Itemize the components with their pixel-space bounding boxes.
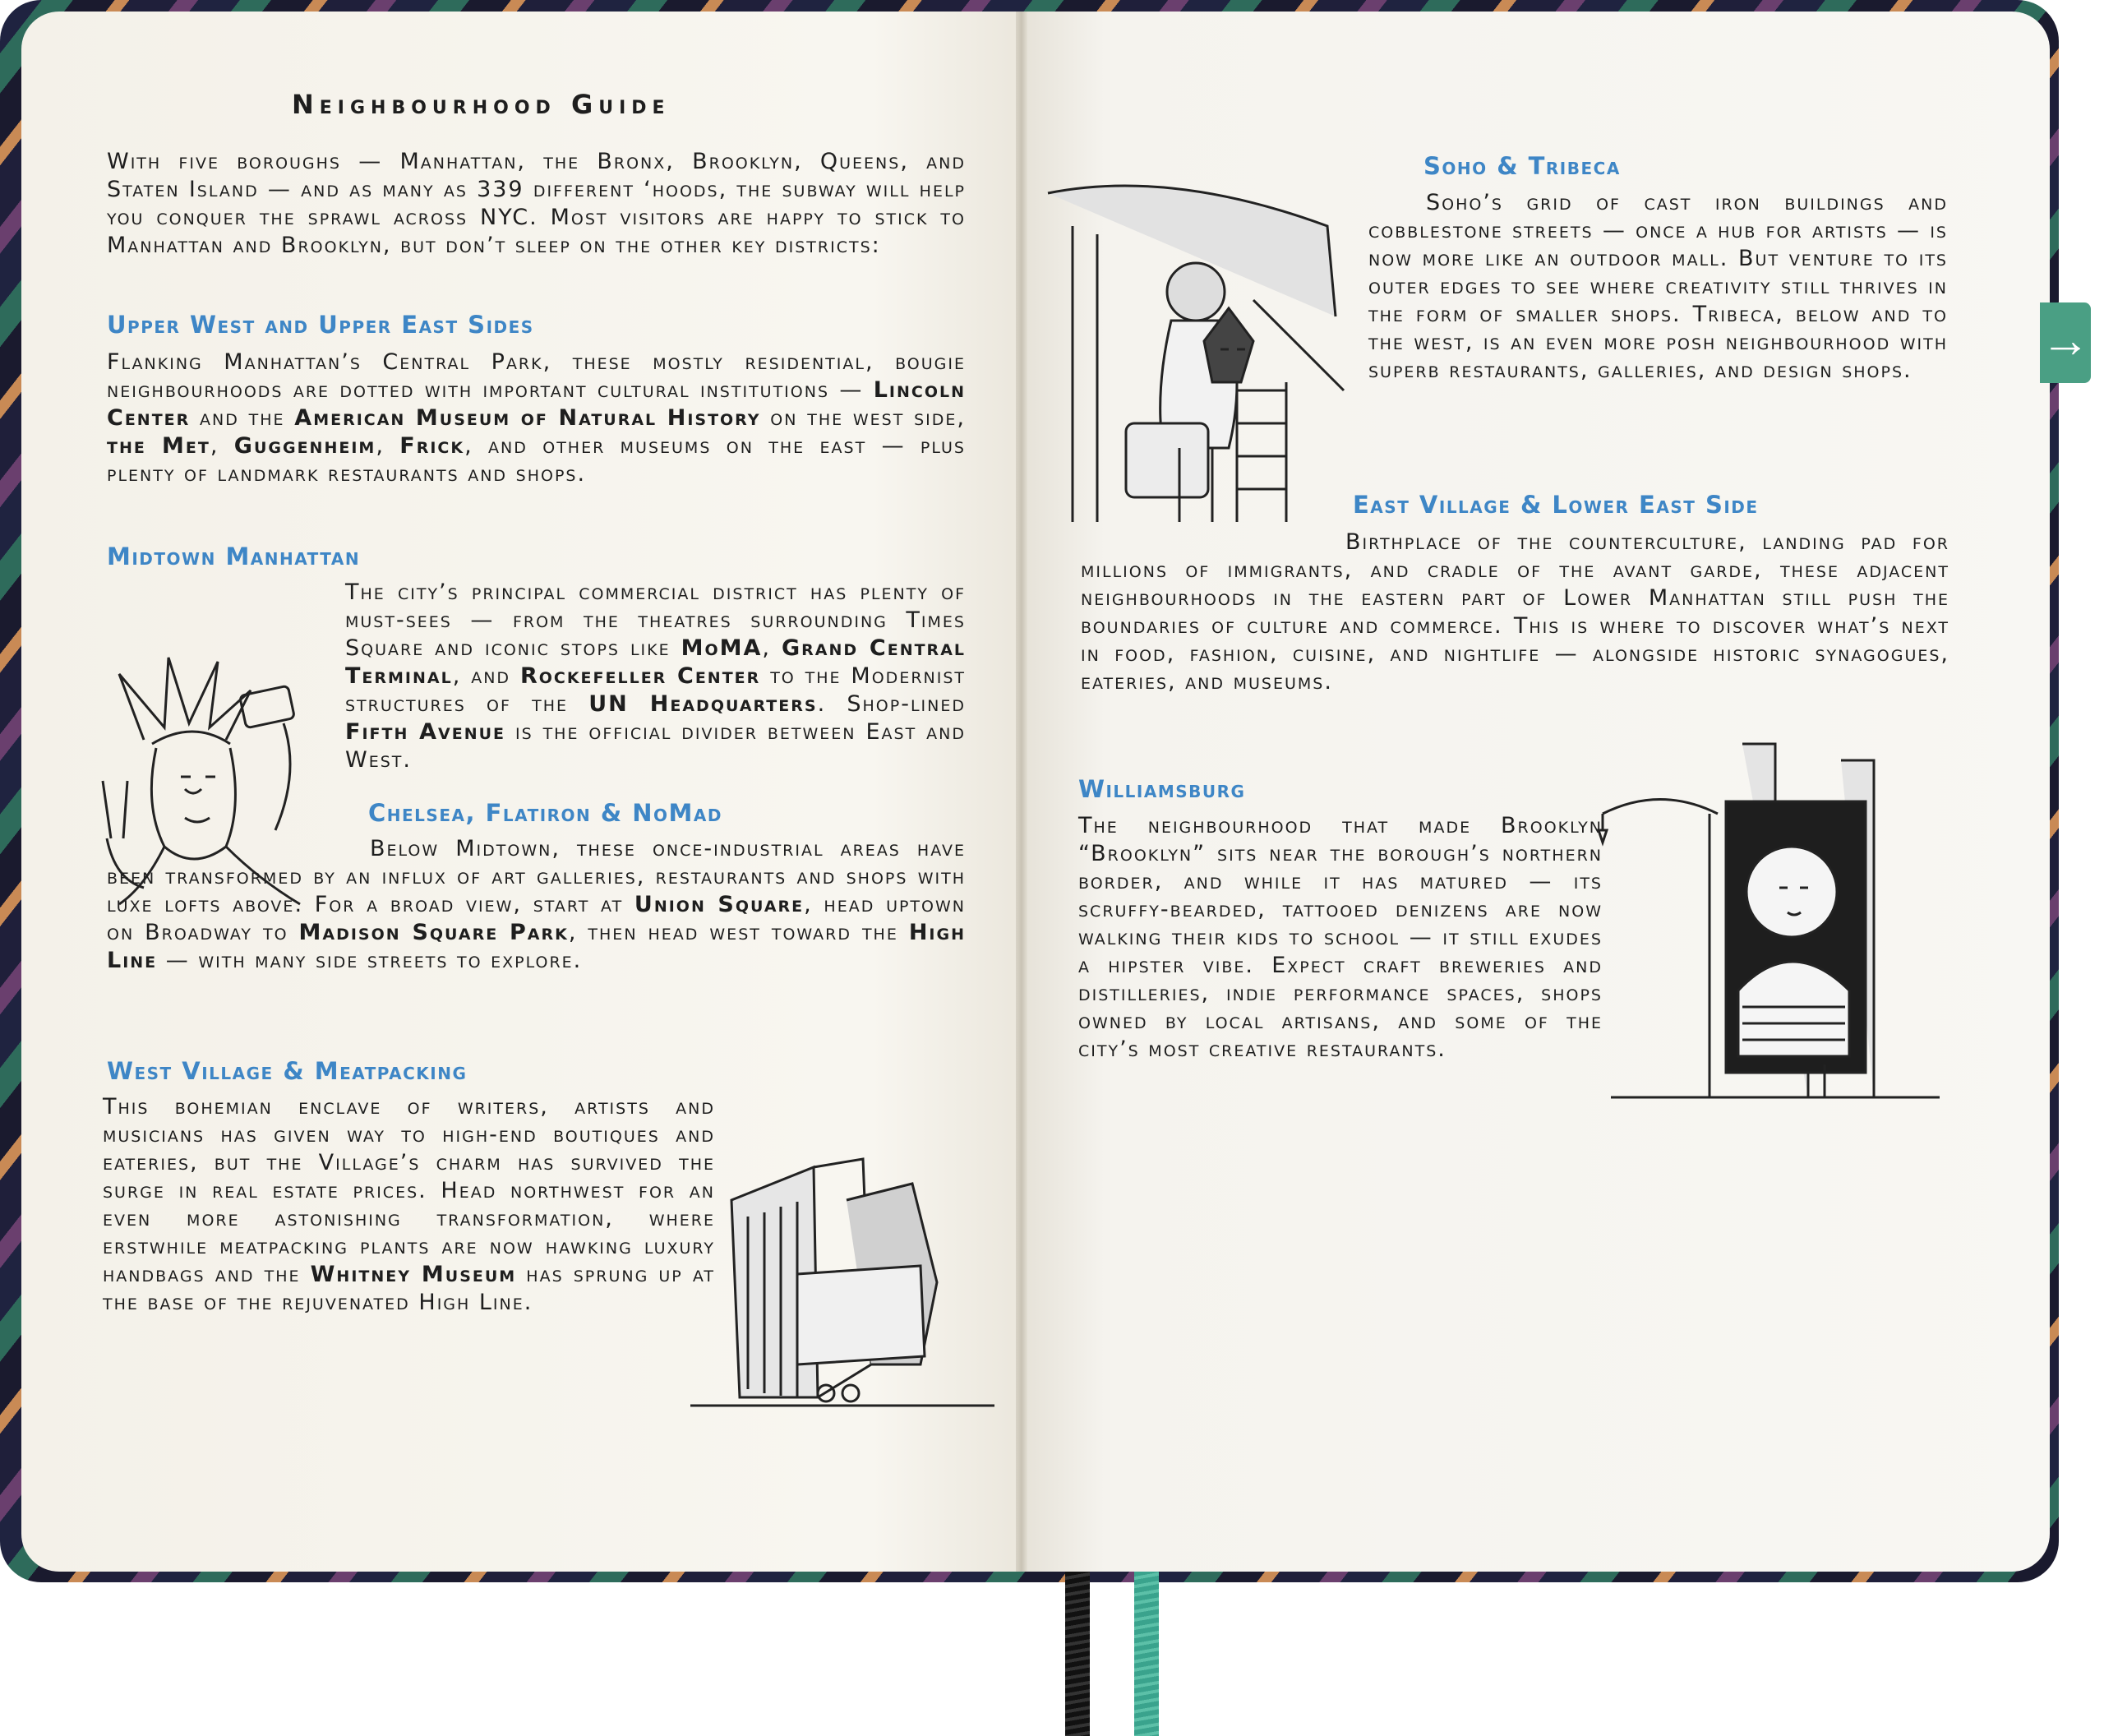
heading-soho: Soho & Tribeca (1423, 152, 1621, 180)
paragraph-midtown: The city’s principal commercial district has plenty of must-sees — from the theatres surrounding Times Square and iconic stops like MoMA, Grand Central Terminal, and Rockefeller Center to the Modernist structures of the UN Headquarters. Shop-lined Fifth Avenue is the official divider between East and West. (345, 579, 967, 773)
page-title: Neighbourhood Guide (292, 89, 671, 120)
subway-dog-illustration (1040, 177, 1352, 530)
arrow-right-icon[interactable]: → (2040, 302, 2091, 383)
whitney-museum-illustration (674, 1151, 1019, 1422)
paragraph-williamsburg: The neighbourhood that made Brooklyn “Brooklyn” sits near the borough’s northern border, and while it has matured — its scruffy-bearded, tattooed denizens are now walking their kids to school — it still exudes a hipster vibe. Expect craft breweries and distilleries, indie performance spaces, shops owned by local artisans, and some of the city’s most creative restaurants. (1078, 813, 1603, 1062)
paragraph-west-village: This bohemian enclave of writers, artists and musicians has given way to high-end boutiques and eateries, but the Village’s charm has survived the surge in real estate prices. Head northwest for an even more astonishing transformation, where erstwhile meatpacking plants are now hawking luxury handbags and the Whitney Museum has sprung up at the base of the rejuvenated High Line. (103, 1094, 715, 1315)
williamsburg-mural-illustration (1594, 736, 1981, 1122)
heading-upper-sides: Upper West and Upper East Sides (107, 311, 534, 339)
heading-williamsburg: Williamsburg (1078, 775, 1246, 803)
heading-east-village: East Village & Lower East Side (1353, 491, 1759, 519)
bookmark-ribbon-green[interactable] (1134, 1572, 1159, 1736)
paragraph-soho: Soho’s grid of cast iron buildings and cobblestone streets — once a hub for artists — is now more like an outdoor mall. But venture to its outer edges to see where creativity still thrives in the form of smaller shops. Tribeca, below and to the west, is an even more posh neighbourhood with superb restaurants, galleries, and design shops. (1368, 190, 1948, 383)
paragraph-chelsea: Below Midtown, these once-industrial areas have been transformed by an influx of art galleries, restaurants and shops with luxe lofts above. For a broad view, start at Union Square, head uptown on Broadway to Madison Square Park, then head west toward the High Line — with many side streets to explore. (107, 836, 966, 973)
heading-midtown: Midtown Manhattan (107, 542, 361, 570)
intro-paragraph: With five boroughs — Manhattan, the Bronx, Brooklyn, Queens, and Staten Island — and as many as 339 different ‘hoods, the subway will help you conquer the sprawl across NYC. Most visitors are happy to stick to Manhattan and Brooklyn, but don’t sleep on the other key districts: (107, 149, 966, 258)
paragraph-east-village: Birthplace of the counterculture, landing pad for millions of immigrants, and cradle of the avant garde, these adjacent neighbourhoods in the eastern part of Lower Manhattan still push the boundaries of culture and commerce. This is where to discover what’s next in food, fashion, cuisine, and nightlife — alongside historic synagogues, eateries, and museums. (1081, 529, 1949, 695)
bookmark-ribbon-black[interactable] (1065, 1572, 1090, 1736)
paragraph-upper-sides: Flanking Manhattan’s Central Park, these mostly residential, bougie neighbourhoods are dotted with important cultural institutions — Lincoln Center and the American Museum of Natural History on the west side, the Met, Guggenheim, Frick, and other museums on the east — plus plenty of landmark restaurants and shops. (107, 349, 966, 487)
heading-chelsea: Chelsea, Flatiron & NoMad (368, 799, 722, 827)
heading-west-village: West Village & Meatpacking (107, 1057, 468, 1085)
